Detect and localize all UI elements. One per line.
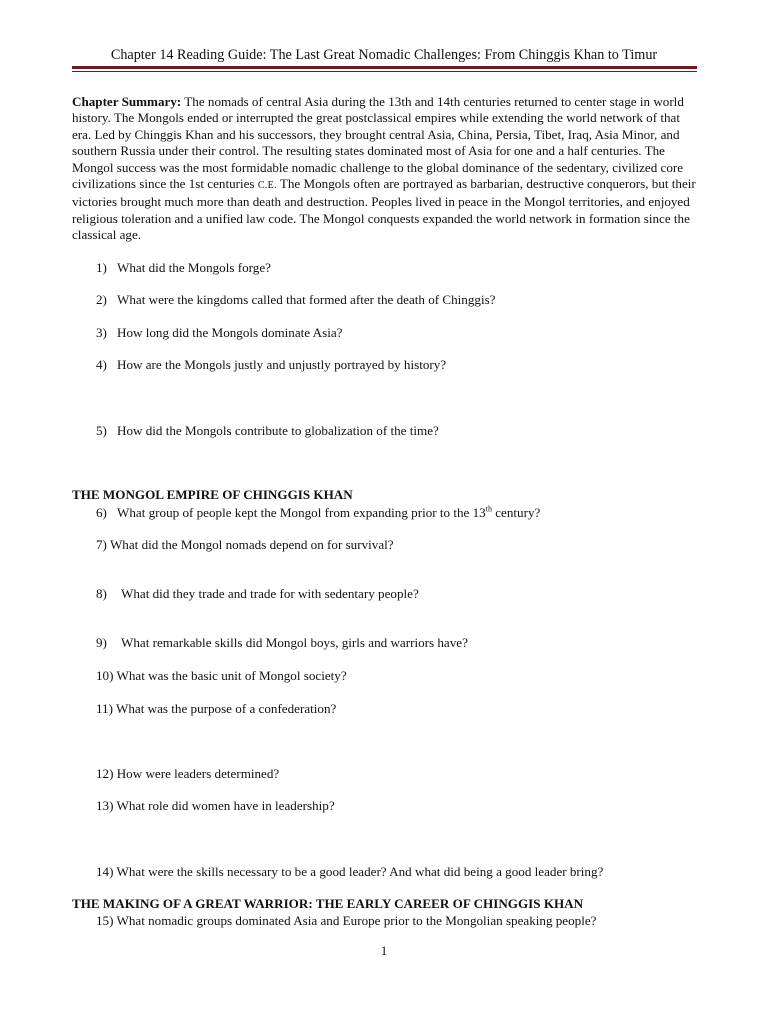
question-11: 11) What was the purpose of a confederation? bbox=[96, 701, 337, 716]
question-7: 7) What did the Mongol nomads depend on for survival? bbox=[96, 537, 394, 552]
question-4 bbox=[96, 357, 446, 373]
header-rule-thick bbox=[72, 66, 697, 69]
section-heading-early-career: THE MAKING OF A GREAT WARRIOR: THE EARLY CAREER OF CHINGGIS KHAN bbox=[72, 896, 584, 911]
question-3-number: 3) bbox=[96, 325, 107, 340]
page-header-title: Chapter 14 Reading Guide: The Last Great Nomadic Challenges: From Chinggis Khan to Timur bbox=[110, 47, 658, 63]
summary-text-2: The Mongols often are portrayed as barbarian, destructive conquerors, but their victories brought much more than death and destruction. Peoples lived in peace in the Mongol territories, and enjoyed religious toleration and a unified law code. The Mongol conquests expanded the world network in formation since the classical age. bbox=[72, 176, 696, 243]
chapter-summary bbox=[72, 94, 697, 244]
question-2-number: 2) bbox=[96, 292, 107, 307]
question-5-text: How did the Mongols contribute to globalization of the time? bbox=[117, 423, 439, 438]
question-9-number: 9) bbox=[96, 635, 107, 650]
section-heading-mongol-empire: THE MONGOL EMPIRE OF CHINGGIS KHAN bbox=[72, 487, 353, 502]
question-13: 13) What role did women have in leadership? bbox=[96, 798, 335, 813]
question-14: 14) What were the skills necessary to be a good leader? And what did being a good leader bring? bbox=[96, 864, 604, 879]
question-5 bbox=[96, 423, 439, 439]
question-8-text: What did they trade and trade for with sedentary people? bbox=[121, 586, 419, 601]
question-1 bbox=[96, 260, 271, 276]
question-1-number: 1) bbox=[96, 260, 107, 275]
question-2 bbox=[96, 292, 496, 308]
question-3 bbox=[96, 325, 342, 341]
question-15: 15) What nomadic groups dominated Asia and Europe prior to the Mongolian speaking people? bbox=[96, 913, 597, 928]
summary-era: C.E. bbox=[257, 180, 277, 192]
question-12: 12) How were leaders determined? bbox=[96, 766, 280, 781]
question-8 bbox=[96, 586, 419, 602]
question-6-superscript: th bbox=[485, 504, 492, 514]
question-9 bbox=[96, 635, 468, 651]
question-4-text: How are the Mongols justly and unjustly portrayed by history? bbox=[117, 357, 447, 372]
question-6 bbox=[96, 505, 540, 521]
question-4-number: 4) bbox=[96, 357, 107, 372]
question-2-text: What were the kingdoms called that formed after the death of Chinggis? bbox=[117, 292, 496, 307]
summary-text-1: The nomads of central Asia during the 13th and 14th centuries returned to center stage in world history. The Mongols ended or interrupted the great postclassical empires while extending the world network of that era. Led by Chinggis Khan and his successors, they brought central Asia, China, Persia, Tibet, Iraq, Asia Minor, and southern Russia under their control. The resulting states dominated most of Asia for one and a half centuries. The Mongol success was the most formidable nomadic challenge to the global dominance of the sedentary, civilized core civilizations since the 1st centuries bbox=[72, 94, 684, 192]
question-8-number: 8) bbox=[96, 586, 107, 601]
question-9-text: What remarkable skills did Mongol boys, girls and warriors have? bbox=[121, 635, 468, 650]
question-5-number: 5) bbox=[96, 423, 107, 438]
header-rule-thin bbox=[72, 71, 697, 72]
question-10: 10) What was the basic unit of Mongol society? bbox=[96, 668, 347, 683]
summary-label: Chapter Summary: bbox=[72, 94, 182, 109]
question-6-text: What group of people kept the Mongol from expanding prior to the 13 bbox=[117, 505, 486, 520]
question-3-text: How long did the Mongols dominate Asia? bbox=[117, 325, 343, 340]
question-6-text-end: century? bbox=[491, 505, 541, 520]
page-number: 1 bbox=[380, 943, 388, 958]
question-6-number: 6) bbox=[96, 505, 107, 520]
question-1-text: What did the Mongols forge? bbox=[117, 260, 271, 275]
